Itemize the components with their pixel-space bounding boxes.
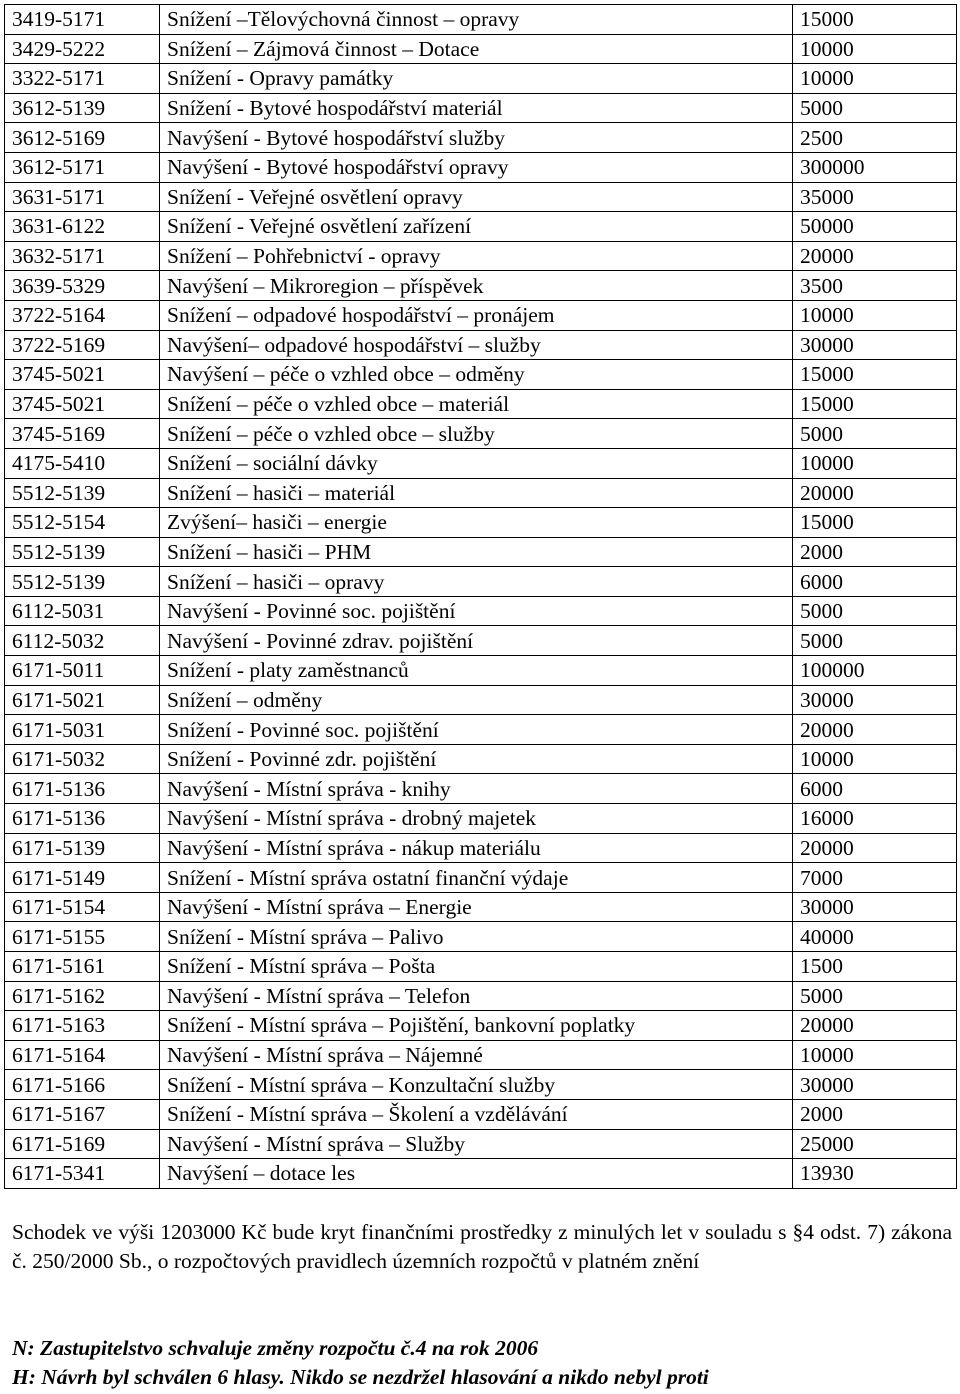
table-row	[5, 34, 957, 64]
budget-description-cell: Snížení - Opravy památky	[160, 64, 793, 94]
budget-description-cell: Snížení – odpadové hospodářství – pronájem	[160, 300, 793, 330]
table-row	[5, 300, 957, 330]
budget-description-cell: Navýšení - Bytové hospodářství opravy	[160, 152, 793, 182]
table-row	[5, 685, 957, 715]
budget-code-cell: 5512-5139	[5, 537, 160, 567]
budget-description-cell: Snížení - platy zaměstnanců	[160, 656, 793, 686]
table-row	[5, 1070, 957, 1100]
budget-description-cell: Navýšení - Místní správa – Nájemné	[160, 1040, 793, 1070]
budget-code-cell: 6171-5031	[5, 715, 160, 745]
budget-amount-cell: 10000	[793, 744, 957, 774]
budget-code-cell: 3612-5139	[5, 93, 160, 123]
table-row	[5, 182, 957, 212]
budget-description-cell: Snížení - Místní správa – Pojištění, bankovní poplatky	[160, 1011, 793, 1041]
budget-description-cell: Snížení - Povinné zdr. pojištění	[160, 744, 793, 774]
budget-description-cell: Snížení - Povinné soc. pojištění	[160, 715, 793, 745]
budget-code-cell: 3429-5222	[5, 34, 160, 64]
budget-amount-cell: 16000	[793, 804, 957, 834]
budget-amount-cell: 30000	[793, 892, 957, 922]
budget-amount-cell: 15000	[793, 5, 957, 35]
budget-amount-cell: 10000	[793, 1040, 957, 1070]
budget-description-cell: Navýšení – péče o vzhled obce – odměny	[160, 360, 793, 390]
table-row	[5, 922, 957, 952]
budget-code-cell: 6171-5161	[5, 952, 160, 982]
budget-description-cell: Snížení –Tělovýchovná činnost – opravy	[160, 5, 793, 35]
budget-amount-cell: 10000	[793, 300, 957, 330]
table-row	[5, 212, 957, 242]
table-row	[5, 389, 957, 419]
table-row	[5, 1040, 957, 1070]
budget-code-cell: 5512-5139	[5, 478, 160, 508]
table-row	[5, 596, 957, 626]
budget-amount-cell: 15000	[793, 508, 957, 538]
table-row	[5, 419, 957, 449]
budget-code-cell: 6171-5155	[5, 922, 160, 952]
budget-amount-cell: 5000	[793, 419, 957, 449]
budget-code-cell: 3639-5329	[5, 271, 160, 301]
table-row	[5, 64, 957, 94]
budget-amount-cell: 10000	[793, 448, 957, 478]
deficit-note: Schodek ve výši 1203000 Kč bude kryt finančními prostředky z minulých let v souladu s §4 odst. 7) zákona č. 250/2000 Sb., o rozpočtových pravidlech územních rozpočtů v platném znění	[12, 1220, 952, 1273]
budget-description-cell: Navýšení - Bytové hospodářství služby	[160, 123, 793, 153]
table-row	[5, 892, 957, 922]
budget-code-cell: 3322-5171	[5, 64, 160, 94]
budget-description-cell: Snížení – Zájmová činnost – Dotace	[160, 34, 793, 64]
budget-code-cell: 6171-5139	[5, 833, 160, 863]
budget-description-cell: Snížení - Místní správa – Pošta	[160, 952, 793, 982]
budget-amount-cell: 35000	[793, 182, 957, 212]
budget-amount-cell: 5000	[793, 596, 957, 626]
budget-code-cell: 3632-5171	[5, 241, 160, 271]
budget-code-cell: 6171-5341	[5, 1159, 160, 1189]
budget-description-cell: Navýšení - Povinné soc. pojištění	[160, 596, 793, 626]
table-row	[5, 1099, 957, 1129]
table-row	[5, 567, 957, 597]
table-row	[5, 5, 957, 35]
budget-amount-cell: 2000	[793, 1099, 957, 1129]
table-row	[5, 1159, 957, 1189]
budget-code-cell: 6171-5032	[5, 744, 160, 774]
budget-code-cell: 6171-5167	[5, 1099, 160, 1129]
budget-amount-cell: 300000	[793, 152, 957, 182]
table-row	[5, 537, 957, 567]
budget-code-cell: 6171-5164	[5, 1040, 160, 1070]
table-row	[5, 152, 957, 182]
budget-code-cell: 3722-5169	[5, 330, 160, 360]
budget-code-cell: 6171-5149	[5, 863, 160, 893]
table-row	[5, 804, 957, 834]
budget-description-cell: Snížení – odměny	[160, 685, 793, 715]
budget-code-cell: 3612-5169	[5, 123, 160, 153]
budget-code-cell: 6171-5166	[5, 1070, 160, 1100]
budget-description-cell: Snížení – hasiči – materiál	[160, 478, 793, 508]
budget-code-cell: 6171-5154	[5, 892, 160, 922]
budget-amount-cell: 15000	[793, 360, 957, 390]
budget-amount-cell: 20000	[793, 1011, 957, 1041]
budget-code-cell: 5512-5154	[5, 508, 160, 538]
budget-code-cell: 3612-5171	[5, 152, 160, 182]
budget-description-cell: Navýšení - Povinné zdrav. pojištění	[160, 626, 793, 656]
budget-description-cell: Snížení - Místní správa – Palivo	[160, 922, 793, 952]
budget-code-cell: 6171-5162	[5, 981, 160, 1011]
budget-amount-cell: 30000	[793, 685, 957, 715]
budget-amount-cell: 20000	[793, 833, 957, 863]
table-row	[5, 744, 957, 774]
budget-code-cell: 6171-5021	[5, 685, 160, 715]
table-row	[5, 863, 957, 893]
budget-amount-cell: 100000	[793, 656, 957, 686]
budget-description-cell: Navýšení - Místní správa – Energie	[160, 892, 793, 922]
budget-code-cell: 6112-5031	[5, 596, 160, 626]
table-row	[5, 981, 957, 1011]
budget-description-cell: Snížení - Bytové hospodářství materiál	[160, 93, 793, 123]
budget-changes-table	[4, 4, 957, 1189]
budget-amount-cell: 2500	[793, 123, 957, 153]
budget-amount-cell: 5000	[793, 93, 957, 123]
table-row	[5, 656, 957, 686]
table-row	[5, 271, 957, 301]
budget-description-cell: Snížení - Místní správa – Konzultační služby	[160, 1070, 793, 1100]
budget-description-cell: Navýšení - Místní správa – Služby	[160, 1129, 793, 1159]
table-row	[5, 952, 957, 982]
budget-description-cell: Navýšení - Místní správa – Telefon	[160, 981, 793, 1011]
budget-amount-cell: 5000	[793, 626, 957, 656]
table-row	[5, 478, 957, 508]
budget-amount-cell: 1500	[793, 952, 957, 982]
table-row	[5, 330, 957, 360]
budget-amount-cell: 2000	[793, 537, 957, 567]
budget-code-cell: 3745-5021	[5, 389, 160, 419]
budget-amount-cell: 50000	[793, 212, 957, 242]
budget-description-cell: Snížení - Veřejné osvětlení opravy	[160, 182, 793, 212]
resolution-block	[12, 1334, 952, 1392]
table-row	[5, 1011, 957, 1041]
budget-description-cell: Snížení - Místní správa ostatní finanční výdaje	[160, 863, 793, 893]
budget-code-cell: 3745-5169	[5, 419, 160, 449]
table-row	[5, 715, 957, 745]
table-row	[5, 626, 957, 656]
budget-description-cell: Navýšení - Místní správa - drobný majetek	[160, 804, 793, 834]
budget-code-cell: 3631-6122	[5, 212, 160, 242]
table-row	[5, 774, 957, 804]
budget-description-cell: Navýšení – dotace les	[160, 1159, 793, 1189]
budget-code-cell: 6171-5163	[5, 1011, 160, 1041]
budget-amount-cell: 6000	[793, 567, 957, 597]
table-row	[5, 93, 957, 123]
budget-code-cell: 6171-5169	[5, 1129, 160, 1159]
table-row	[5, 123, 957, 153]
budget-amount-cell: 15000	[793, 389, 957, 419]
budget-code-cell: 3631-5171	[5, 182, 160, 212]
budget-amount-cell: 10000	[793, 34, 957, 64]
budget-description-cell: Snížení – péče o vzhled obce – materiál	[160, 389, 793, 419]
budget-code-cell: 6171-5011	[5, 656, 160, 686]
table-row	[5, 1129, 957, 1159]
budget-description-cell: Navýšení– odpadové hospodářství – služby	[160, 330, 793, 360]
budget-code-cell: 3745-5021	[5, 360, 160, 390]
budget-description-cell: Snížení – péče o vzhled obce – služby	[160, 419, 793, 449]
budget-description-cell: Navýšení - Místní správa - nákup materiálu	[160, 833, 793, 863]
budget-amount-cell: 13930	[793, 1159, 957, 1189]
budget-code-cell: 4175-5410	[5, 448, 160, 478]
budget-description-cell: Navýšení – Mikroregion – příspěvek	[160, 271, 793, 301]
budget-description-cell: Snížení – hasiči – opravy	[160, 567, 793, 597]
budget-description-cell: Snížení - Místní správa – Školení a vzdělávání	[160, 1099, 793, 1129]
budget-amount-cell: 7000	[793, 863, 957, 893]
budget-amount-cell: 20000	[793, 478, 957, 508]
budget-code-cell: 6112-5032	[5, 626, 160, 656]
budget-amount-cell: 10000	[793, 64, 957, 94]
budget-description-cell: Snížení – sociální dávky	[160, 448, 793, 478]
budget-amount-cell: 30000	[793, 330, 957, 360]
budget-description-cell: Zvýšení– hasiči – energie	[160, 508, 793, 538]
table-row	[5, 833, 957, 863]
budget-amount-cell: 30000	[793, 1070, 957, 1100]
budget-code-cell: 3419-5171	[5, 5, 160, 35]
budget-amount-cell: 6000	[793, 774, 957, 804]
budget-description-cell: Snížení - Veřejné osvětlení zařízení	[160, 212, 793, 242]
budget-amount-cell: 3500	[793, 271, 957, 301]
budget-description-cell: Navýšení - Místní správa - knihy	[160, 774, 793, 804]
table-row	[5, 508, 957, 538]
resolution-vote: H: Návrh byl schválen 6 hlasy. Nikdo se nezdržel hlasování a nikdo nebyl proti	[12, 1365, 709, 1389]
table-row	[5, 360, 957, 390]
budget-amount-cell: 5000	[793, 981, 957, 1011]
budget-table-body	[5, 5, 957, 1189]
budget-code-cell: 6171-5136	[5, 774, 160, 804]
budget-description-cell: Snížení – Pohřebnictví - opravy	[160, 241, 793, 271]
budget-code-cell: 3722-5164	[5, 300, 160, 330]
budget-code-cell: 5512-5139	[5, 567, 160, 597]
resolution-proposal: N: Zastupitelstvo schvaluje změny rozpočtu č.4 na rok 2006	[12, 1336, 539, 1360]
budget-code-cell: 6171-5136	[5, 804, 160, 834]
budget-description-cell: Snížení – hasiči – PHM	[160, 537, 793, 567]
budget-amount-cell: 20000	[793, 715, 957, 745]
budget-amount-cell: 40000	[793, 922, 957, 952]
table-row	[5, 241, 957, 271]
budget-amount-cell: 20000	[793, 241, 957, 271]
budget-amount-cell: 25000	[793, 1129, 957, 1159]
table-row	[5, 448, 957, 478]
